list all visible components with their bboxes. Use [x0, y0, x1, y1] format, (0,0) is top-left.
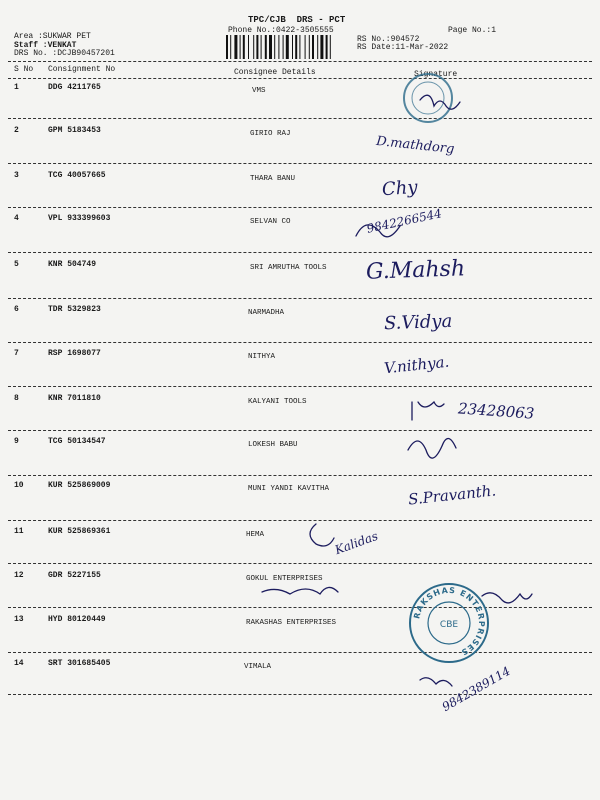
sheet-title: TPC/CJB DRS - PCT: [248, 15, 346, 25]
row-consignment-no: SRT 301685405: [48, 659, 111, 668]
handwritten-signature: 9842266544: [365, 206, 443, 236]
page-number: Page No.:1: [448, 26, 497, 35]
header-rule-top: [8, 61, 592, 62]
handwritten-signature: G.Mahsh: [365, 256, 466, 285]
row-divider: [8, 386, 592, 387]
row-divider: [8, 652, 592, 653]
row-divider: [8, 430, 592, 431]
row-consignee-name: NARMADHA: [248, 309, 285, 317]
row-consignee-name: NITHYA: [248, 353, 276, 361]
handwritten-signature: Kalidas: [332, 528, 380, 558]
row-sno: 9: [14, 437, 19, 446]
stamp-ring-text: RAKSHAS ENTERPRISES: [412, 585, 487, 658]
row-consignment-no: GPM 5183453: [48, 126, 101, 135]
stamp-top: [402, 68, 454, 128]
row-divider: [8, 342, 592, 343]
phone-number: Phone No.:0422-3505555: [228, 26, 334, 35]
row-sno: 1: [14, 83, 19, 92]
row-divider: [8, 207, 592, 208]
row-consignment-no: DDG 4211765: [48, 83, 101, 92]
row-consignment-no: KUR 525869009: [48, 481, 111, 490]
row-divider: [8, 118, 592, 119]
row-sno: 3: [14, 171, 19, 180]
row-sno: 14: [14, 659, 24, 668]
handwritten-signature: Chy: [381, 176, 419, 201]
handwritten-signature: 23428063: [457, 399, 535, 423]
row-sno: 5: [14, 260, 19, 269]
row-sno: 13: [14, 615, 24, 624]
row-consignment-no: TCG 40057665: [48, 171, 106, 180]
row-divider: [8, 563, 592, 564]
scribble-row9: [408, 438, 456, 458]
scribble-row13: [482, 593, 532, 603]
row-consignee-name: LOKESH BABU: [248, 441, 298, 449]
row-consignee-name: VIMALA: [244, 663, 272, 671]
row-sno: 8: [14, 394, 19, 403]
col-sno: S No: [14, 65, 34, 74]
row-sno: 4: [14, 214, 19, 223]
row-consignment-no: KNR 504749: [48, 260, 97, 269]
area-label: Area :SUKWAR PET: [14, 32, 91, 41]
row-sno: 10: [14, 481, 24, 490]
handwritten-signature: D.mathdorg: [375, 133, 456, 158]
barcode-image: [226, 35, 352, 59]
handwritten-signature: 9842389114: [439, 663, 513, 715]
row-divider: [8, 163, 592, 164]
row-consignee-name: SRI AMRUTHA TOOLS: [250, 264, 327, 272]
row-consignee-name: RAKASHAS ENTERPRISES: [246, 619, 337, 627]
handwritten-signature: S.Vidya: [383, 310, 453, 335]
row-consignee-name: SELVAN CO: [250, 218, 291, 226]
row-divider: [8, 607, 592, 608]
row-consignment-no: TDR 5329823: [48, 305, 101, 314]
row-divider: [8, 298, 592, 299]
scribble-row11: [310, 524, 334, 546]
scribble-row8: [412, 402, 444, 420]
company-stamp: [408, 582, 490, 664]
row-consignment-no: TCG 50134547: [48, 437, 106, 446]
row-sno: 12: [14, 571, 24, 580]
header-rule-bottom: [8, 78, 592, 79]
col-consignment: Consignment No: [48, 65, 116, 74]
row-consignment-no: HYD 80120449: [48, 615, 106, 624]
row-consignment-no: GDR 5227155: [48, 571, 101, 580]
row-sno: 2: [14, 126, 19, 135]
row-consignee-name: KALYANI TOOLS: [248, 398, 307, 406]
row-consignment-no: VPL 933399603: [48, 214, 111, 223]
row-consignment-no: KNR 7011810: [48, 394, 101, 403]
row-divider: [8, 694, 592, 695]
row-divider: [8, 252, 592, 253]
row-sno: 6: [14, 305, 19, 314]
row-consignee-name: HEMA: [246, 531, 265, 539]
scribble-row12: [262, 587, 338, 594]
handwritten-signature: S.Pravanth.: [407, 481, 497, 509]
rs-date: RS Date:11-Mar-2022: [357, 43, 449, 52]
col-signature: Signature: [414, 70, 458, 79]
handwritten-signature: V.nithya.: [383, 352, 451, 378]
col-consignee: Consignee Details: [234, 68, 316, 77]
row-sno: 11: [14, 527, 24, 536]
row-consignee-name: GIRIO RAJ: [250, 130, 291, 138]
row-consignee-name: GOKUL ENTERPRISES: [246, 575, 323, 583]
rs-number: RS No.:904572: [357, 35, 420, 44]
row-consignment-no: RSP 1698077: [48, 349, 101, 358]
drs-number: DRS No. :DCJB90457201: [14, 49, 115, 58]
row-divider: [8, 475, 592, 476]
row-sno: 7: [14, 349, 19, 358]
staff-label: Staff :VENKAT: [14, 41, 77, 50]
row-divider: [8, 520, 592, 521]
stamp-center-text: CBE: [439, 620, 459, 630]
row-consignee-name: VMS: [252, 87, 266, 95]
scribble-row14: [420, 678, 452, 686]
row-consignee-name: THARA BANU: [250, 175, 296, 183]
row-consignee-name: MUNI YANDI KAVITHA: [248, 485, 330, 493]
row-consignment-no: KUR 525869361: [48, 527, 111, 536]
